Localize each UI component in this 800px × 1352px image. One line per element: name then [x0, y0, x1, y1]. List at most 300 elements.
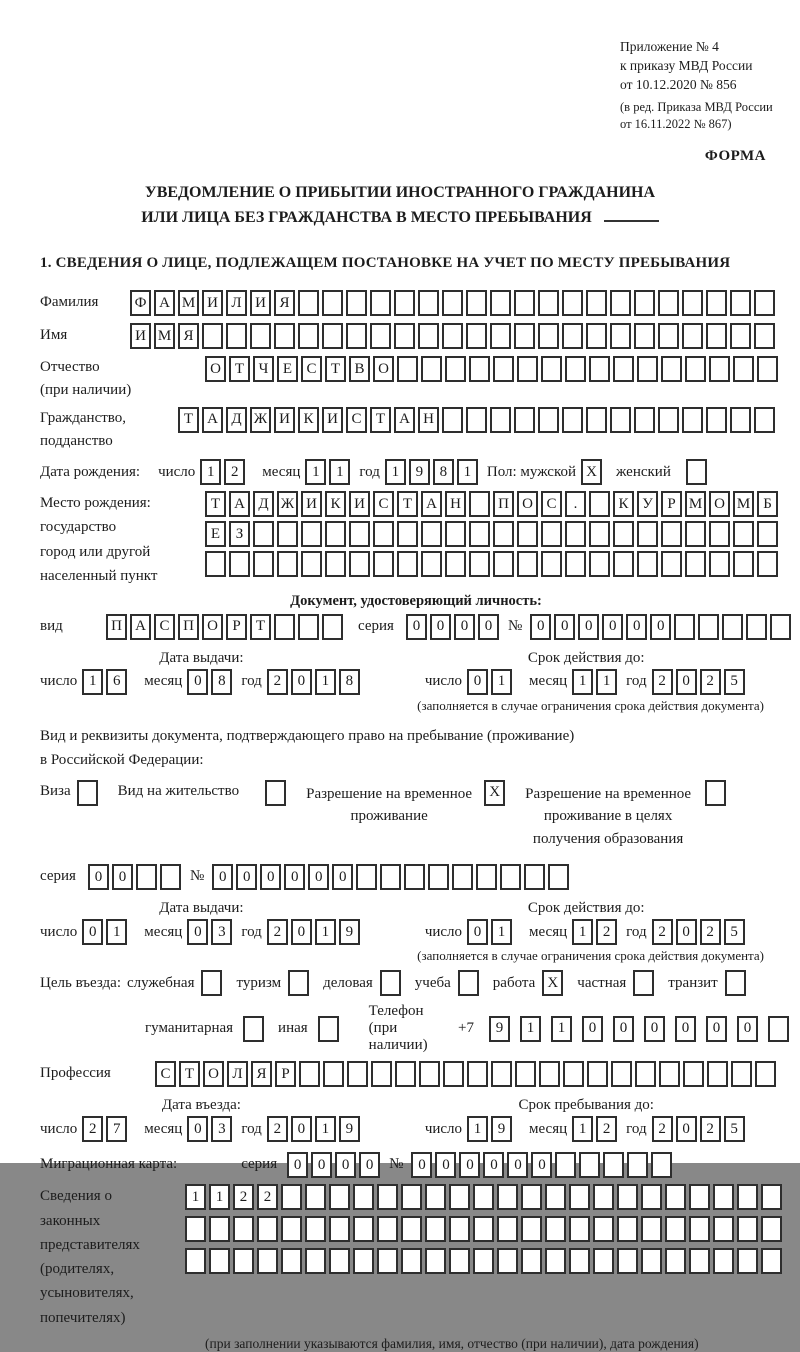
char-cell[interactable] [579, 1152, 600, 1178]
char-cell[interactable]: 2 [700, 1116, 721, 1142]
char-cell[interactable]: О [709, 491, 730, 517]
char-cell[interactable] [521, 1184, 542, 1210]
char-cell[interactable]: 2 [267, 1116, 288, 1142]
char-cell[interactable] [641, 1216, 662, 1242]
char-cell[interactable]: 0 [675, 1016, 696, 1042]
char-cell[interactable]: У [637, 491, 658, 517]
char-cell[interactable]: 0 [187, 919, 208, 945]
char-cell[interactable]: 1 [305, 459, 326, 485]
char-cell[interactable]: 0 [644, 1016, 665, 1042]
purpose-humanitarian-checkbox[interactable] [243, 1016, 264, 1042]
char-cell[interactable] [514, 290, 535, 316]
char-cell[interactable] [442, 290, 463, 316]
char-cell[interactable] [469, 551, 490, 577]
char-cell[interactable]: 8 [433, 459, 454, 485]
char-cell[interactable] [445, 551, 466, 577]
char-cell[interactable] [323, 1061, 344, 1087]
char-cell[interactable]: 0 [284, 864, 305, 890]
char-cell[interactable] [730, 407, 751, 433]
purpose-transit-checkbox[interactable] [725, 970, 746, 996]
char-cell[interactable] [185, 1248, 206, 1274]
char-cell[interactable] [401, 1216, 422, 1242]
char-cell[interactable] [545, 1248, 566, 1274]
char-cell[interactable] [449, 1216, 470, 1242]
char-cell[interactable]: 0 [676, 669, 697, 695]
char-cell[interactable] [589, 551, 610, 577]
char-cell[interactable] [661, 521, 682, 547]
char-cell[interactable] [298, 323, 319, 349]
char-cell[interactable] [548, 864, 569, 890]
char-cell[interactable]: Т [250, 614, 271, 640]
char-cell[interactable] [565, 521, 586, 547]
char-cell[interactable] [421, 521, 442, 547]
char-cell[interactable]: А [229, 491, 250, 517]
char-cell[interactable]: И [202, 290, 223, 316]
char-cell[interactable]: А [394, 407, 415, 433]
char-cell[interactable] [541, 521, 562, 547]
char-cell[interactable]: 5 [724, 1116, 745, 1142]
char-cell[interactable]: Е [205, 521, 226, 547]
char-cell[interactable] [730, 323, 751, 349]
char-cell[interactable] [569, 1216, 590, 1242]
char-cell[interactable] [689, 1248, 710, 1274]
char-cell[interactable] [490, 323, 511, 349]
char-cell[interactable] [651, 1152, 672, 1178]
char-cell[interactable]: 0 [430, 614, 451, 640]
char-cell[interactable]: 9 [339, 1116, 360, 1142]
char-cell[interactable]: Л [227, 1061, 248, 1087]
char-cell[interactable] [353, 1216, 374, 1242]
char-cell[interactable]: 0 [291, 919, 312, 945]
char-cell[interactable] [545, 1216, 566, 1242]
char-cell[interactable] [589, 521, 610, 547]
char-cell[interactable] [706, 323, 727, 349]
residence-permit-checkbox[interactable] [265, 780, 286, 806]
char-cell[interactable] [722, 614, 743, 640]
char-cell[interactable] [425, 1184, 446, 1210]
char-cell[interactable] [497, 1216, 518, 1242]
char-cell[interactable] [274, 323, 295, 349]
char-cell[interactable]: Т [229, 356, 250, 382]
char-cell[interactable]: П [106, 614, 127, 640]
char-cell[interactable] [449, 1184, 470, 1210]
char-cell[interactable]: 0 [260, 864, 281, 890]
char-cell[interactable]: 0 [82, 919, 103, 945]
char-cell[interactable] [136, 864, 157, 890]
char-cell[interactable] [757, 551, 778, 577]
char-cell[interactable] [611, 1061, 632, 1087]
char-cell[interactable] [233, 1216, 254, 1242]
char-cell[interactable]: О [517, 491, 538, 517]
char-cell[interactable]: 3 [211, 1116, 232, 1142]
char-cell[interactable] [563, 1061, 584, 1087]
char-cell[interactable]: О [202, 614, 223, 640]
char-cell[interactable]: 2 [652, 1116, 673, 1142]
char-cell[interactable] [349, 551, 370, 577]
char-cell[interactable] [517, 551, 538, 577]
char-cell[interactable]: 2 [267, 919, 288, 945]
char-cell[interactable] [555, 1152, 576, 1178]
char-cell[interactable] [493, 356, 514, 382]
char-cell[interactable] [521, 1216, 542, 1242]
visa-checkbox[interactable] [77, 780, 98, 806]
char-cell[interactable]: 1 [185, 1184, 206, 1210]
char-cell[interactable]: П [493, 491, 514, 517]
char-cell[interactable] [515, 1061, 536, 1087]
char-cell[interactable] [665, 1248, 686, 1274]
char-cell[interactable]: 1 [491, 669, 512, 695]
char-cell[interactable]: Р [275, 1061, 296, 1087]
char-cell[interactable] [658, 290, 679, 316]
char-cell[interactable]: 7 [106, 1116, 127, 1142]
char-cell[interactable] [452, 864, 473, 890]
char-cell[interactable] [637, 521, 658, 547]
char-cell[interactable]: 0 [706, 1016, 727, 1042]
char-cell[interactable]: 1 [491, 919, 512, 945]
char-cell[interactable] [356, 864, 377, 890]
char-cell[interactable]: Ф [130, 290, 151, 316]
char-cell[interactable]: 2 [652, 919, 673, 945]
char-cell[interactable]: К [325, 491, 346, 517]
purpose-other-checkbox[interactable] [318, 1016, 339, 1042]
char-cell[interactable] [373, 551, 394, 577]
char-cell[interactable]: С [301, 356, 322, 382]
char-cell[interactable] [469, 521, 490, 547]
char-cell[interactable]: 0 [287, 1152, 308, 1178]
char-cell[interactable] [685, 356, 706, 382]
char-cell[interactable] [627, 1152, 648, 1178]
char-cell[interactable]: И [250, 290, 271, 316]
char-cell[interactable] [419, 1061, 440, 1087]
char-cell[interactable] [277, 521, 298, 547]
char-cell[interactable] [257, 1248, 278, 1274]
char-cell[interactable] [490, 407, 511, 433]
char-cell[interactable] [428, 864, 449, 890]
char-cell[interactable] [425, 1216, 446, 1242]
char-cell[interactable] [674, 614, 695, 640]
char-cell[interactable] [253, 551, 274, 577]
char-cell[interactable] [473, 1184, 494, 1210]
char-cell[interactable]: 9 [409, 459, 430, 485]
char-cell[interactable] [589, 356, 610, 382]
char-cell[interactable] [418, 323, 439, 349]
char-cell[interactable]: 0 [554, 614, 575, 640]
char-cell[interactable]: Т [397, 491, 418, 517]
char-cell[interactable] [683, 1061, 704, 1087]
char-cell[interactable] [613, 551, 634, 577]
char-cell[interactable] [634, 290, 655, 316]
char-cell[interactable]: Р [661, 491, 682, 517]
char-cell[interactable]: Т [325, 356, 346, 382]
char-cell[interactable] [395, 1061, 416, 1087]
char-cell[interactable] [397, 521, 418, 547]
char-cell[interactable] [322, 290, 343, 316]
char-cell[interactable] [353, 1184, 374, 1210]
char-cell[interactable]: 0 [291, 1116, 312, 1142]
char-cell[interactable]: Т [205, 491, 226, 517]
char-cell[interactable] [733, 521, 754, 547]
char-cell[interactable] [394, 290, 415, 316]
char-cell[interactable]: 0 [236, 864, 257, 890]
char-cell[interactable] [665, 1216, 686, 1242]
char-cell[interactable]: 0 [406, 614, 427, 640]
char-cell[interactable] [466, 290, 487, 316]
char-cell[interactable] [418, 290, 439, 316]
char-cell[interactable] [514, 323, 535, 349]
char-cell[interactable]: О [373, 356, 394, 382]
char-cell[interactable]: М [178, 290, 199, 316]
char-cell[interactable]: Т [370, 407, 391, 433]
char-cell[interactable] [185, 1216, 206, 1242]
char-cell[interactable] [421, 551, 442, 577]
char-cell[interactable] [754, 290, 775, 316]
char-cell[interactable] [562, 407, 583, 433]
char-cell[interactable] [322, 614, 343, 640]
char-cell[interactable] [397, 356, 418, 382]
char-cell[interactable]: 0 [602, 614, 623, 640]
char-cell[interactable] [442, 323, 463, 349]
char-cell[interactable] [373, 521, 394, 547]
char-cell[interactable]: 1 [385, 459, 406, 485]
char-cell[interactable] [593, 1184, 614, 1210]
char-cell[interactable]: 0 [459, 1152, 480, 1178]
char-cell[interactable] [593, 1216, 614, 1242]
char-cell[interactable] [658, 407, 679, 433]
char-cell[interactable]: 2 [267, 669, 288, 695]
char-cell[interactable]: 0 [483, 1152, 504, 1178]
char-cell[interactable]: Т [179, 1061, 200, 1087]
char-cell[interactable] [685, 521, 706, 547]
char-cell[interactable] [346, 323, 367, 349]
char-cell[interactable]: М [154, 323, 175, 349]
purpose-business-checkbox[interactable] [201, 970, 222, 996]
char-cell[interactable] [491, 1061, 512, 1087]
char-cell[interactable] [347, 1061, 368, 1087]
char-cell[interactable] [539, 1061, 560, 1087]
char-cell[interactable]: 0 [478, 614, 499, 640]
char-cell[interactable] [706, 290, 727, 316]
char-cell[interactable] [641, 1248, 662, 1274]
char-cell[interactable] [257, 1216, 278, 1242]
char-cell[interactable]: 8 [339, 669, 360, 695]
char-cell[interactable]: 1 [572, 919, 593, 945]
char-cell[interactable] [634, 323, 655, 349]
char-cell[interactable] [610, 290, 631, 316]
char-cell[interactable]: И [274, 407, 295, 433]
char-cell[interactable] [305, 1216, 326, 1242]
char-cell[interactable]: И [130, 323, 151, 349]
char-cell[interactable] [329, 1248, 350, 1274]
char-cell[interactable] [401, 1184, 422, 1210]
char-cell[interactable]: А [202, 407, 223, 433]
char-cell[interactable]: 1 [467, 1116, 488, 1142]
char-cell[interactable]: 1 [315, 919, 336, 945]
char-cell[interactable] [538, 407, 559, 433]
char-cell[interactable] [229, 551, 250, 577]
char-cell[interactable] [768, 1016, 789, 1042]
char-cell[interactable] [562, 290, 583, 316]
char-cell[interactable]: 0 [332, 864, 353, 890]
char-cell[interactable] [443, 1061, 464, 1087]
char-cell[interactable]: 5 [724, 919, 745, 945]
char-cell[interactable] [466, 407, 487, 433]
char-cell[interactable]: 2 [700, 669, 721, 695]
char-cell[interactable]: 2 [82, 1116, 103, 1142]
char-cell[interactable] [617, 1216, 638, 1242]
char-cell[interactable]: 0 [737, 1016, 758, 1042]
char-cell[interactable] [737, 1184, 758, 1210]
char-cell[interactable]: 0 [112, 864, 133, 890]
char-cell[interactable]: К [298, 407, 319, 433]
char-cell[interactable] [617, 1248, 638, 1274]
char-cell[interactable] [689, 1184, 710, 1210]
char-cell[interactable] [658, 323, 679, 349]
char-cell[interactable]: Д [226, 407, 247, 433]
char-cell[interactable] [473, 1248, 494, 1274]
char-cell[interactable]: А [421, 491, 442, 517]
char-cell[interactable]: Т [178, 407, 199, 433]
char-cell[interactable] [586, 290, 607, 316]
char-cell[interactable] [274, 614, 295, 640]
char-cell[interactable] [698, 614, 719, 640]
char-cell[interactable] [353, 1248, 374, 1274]
char-cell[interactable]: 0 [187, 1116, 208, 1142]
char-cell[interactable]: 0 [530, 614, 551, 640]
char-cell[interactable] [757, 521, 778, 547]
char-cell[interactable]: 2 [652, 669, 673, 695]
char-cell[interactable] [603, 1152, 624, 1178]
char-cell[interactable] [709, 356, 730, 382]
char-cell[interactable]: 1 [106, 919, 127, 945]
char-cell[interactable] [682, 290, 703, 316]
char-cell[interactable] [613, 521, 634, 547]
char-cell[interactable]: 1 [315, 1116, 336, 1142]
char-cell[interactable] [469, 491, 490, 517]
char-cell[interactable] [593, 1248, 614, 1274]
char-cell[interactable]: 1 [209, 1184, 230, 1210]
char-cell[interactable] [466, 323, 487, 349]
char-cell[interactable] [562, 323, 583, 349]
char-cell[interactable] [299, 1061, 320, 1087]
char-cell[interactable] [377, 1184, 398, 1210]
char-cell[interactable] [370, 290, 391, 316]
char-cell[interactable] [233, 1248, 254, 1274]
purpose-work-checkbox[interactable]: X [542, 970, 563, 996]
char-cell[interactable] [209, 1248, 230, 1274]
char-cell[interactable] [442, 407, 463, 433]
char-cell[interactable]: Р [226, 614, 247, 640]
char-cell[interactable] [733, 551, 754, 577]
char-cell[interactable] [524, 864, 545, 890]
char-cell[interactable] [380, 864, 401, 890]
char-cell[interactable]: 0 [308, 864, 329, 890]
char-cell[interactable] [586, 323, 607, 349]
char-cell[interactable]: 5 [724, 669, 745, 695]
char-cell[interactable] [514, 407, 535, 433]
char-cell[interactable] [281, 1216, 302, 1242]
char-cell[interactable] [493, 521, 514, 547]
char-cell[interactable] [637, 551, 658, 577]
char-cell[interactable]: И [349, 491, 370, 517]
char-cell[interactable]: 3 [211, 919, 232, 945]
char-cell[interactable]: 9 [491, 1116, 512, 1142]
purpose-study-checkbox[interactable] [458, 970, 479, 996]
char-cell[interactable] [731, 1061, 752, 1087]
char-cell[interactable] [713, 1216, 734, 1242]
char-cell[interactable] [754, 407, 775, 433]
char-cell[interactable]: 0 [531, 1152, 552, 1178]
char-cell[interactable]: 0 [650, 614, 671, 640]
char-cell[interactable] [755, 1061, 776, 1087]
char-cell[interactable] [730, 290, 751, 316]
char-cell[interactable]: А [154, 290, 175, 316]
char-cell[interactable] [634, 407, 655, 433]
char-cell[interactable] [346, 290, 367, 316]
char-cell[interactable] [401, 1248, 422, 1274]
char-cell[interactable]: Е [277, 356, 298, 382]
temp-residence-checkbox[interactable]: X [484, 780, 505, 806]
char-cell[interactable]: 0 [582, 1016, 603, 1042]
char-cell[interactable] [707, 1061, 728, 1087]
char-cell[interactable] [281, 1184, 302, 1210]
char-cell[interactable] [757, 356, 778, 382]
char-cell[interactable]: 0 [88, 864, 109, 890]
char-cell[interactable] [404, 864, 425, 890]
char-cell[interactable] [713, 1184, 734, 1210]
char-cell[interactable]: 0 [507, 1152, 528, 1178]
char-cell[interactable] [682, 407, 703, 433]
char-cell[interactable] [521, 1248, 542, 1274]
char-cell[interactable] [497, 1248, 518, 1274]
char-cell[interactable] [325, 551, 346, 577]
char-cell[interactable] [497, 1184, 518, 1210]
char-cell[interactable]: 0 [311, 1152, 332, 1178]
char-cell[interactable] [565, 356, 586, 382]
char-cell[interactable]: 9 [489, 1016, 510, 1042]
char-cell[interactable] [641, 1184, 662, 1210]
char-cell[interactable] [659, 1061, 680, 1087]
char-cell[interactable] [538, 290, 559, 316]
char-cell[interactable]: 6 [106, 669, 127, 695]
char-cell[interactable] [305, 1184, 326, 1210]
char-cell[interactable] [770, 614, 791, 640]
char-cell[interactable]: М [733, 491, 754, 517]
char-cell[interactable]: 9 [339, 919, 360, 945]
char-cell[interactable]: О [203, 1061, 224, 1087]
char-cell[interactable] [541, 551, 562, 577]
char-cell[interactable] [467, 1061, 488, 1087]
female-checkbox[interactable] [686, 459, 707, 485]
char-cell[interactable]: 0 [578, 614, 599, 640]
char-cell[interactable] [517, 521, 538, 547]
char-cell[interactable] [754, 323, 775, 349]
char-cell[interactable] [160, 864, 181, 890]
char-cell[interactable] [371, 1061, 392, 1087]
char-cell[interactable] [761, 1248, 782, 1274]
char-cell[interactable] [682, 323, 703, 349]
char-cell[interactable] [349, 521, 370, 547]
char-cell[interactable]: Ч [253, 356, 274, 382]
char-cell[interactable]: 8 [211, 669, 232, 695]
char-cell[interactable]: С [541, 491, 562, 517]
char-cell[interactable] [209, 1216, 230, 1242]
char-cell[interactable] [613, 356, 634, 382]
char-cell[interactable]: С [155, 1061, 176, 1087]
char-cell[interactable] [329, 1216, 350, 1242]
char-cell[interactable] [205, 551, 226, 577]
char-cell[interactable]: С [154, 614, 175, 640]
char-cell[interactable] [277, 551, 298, 577]
